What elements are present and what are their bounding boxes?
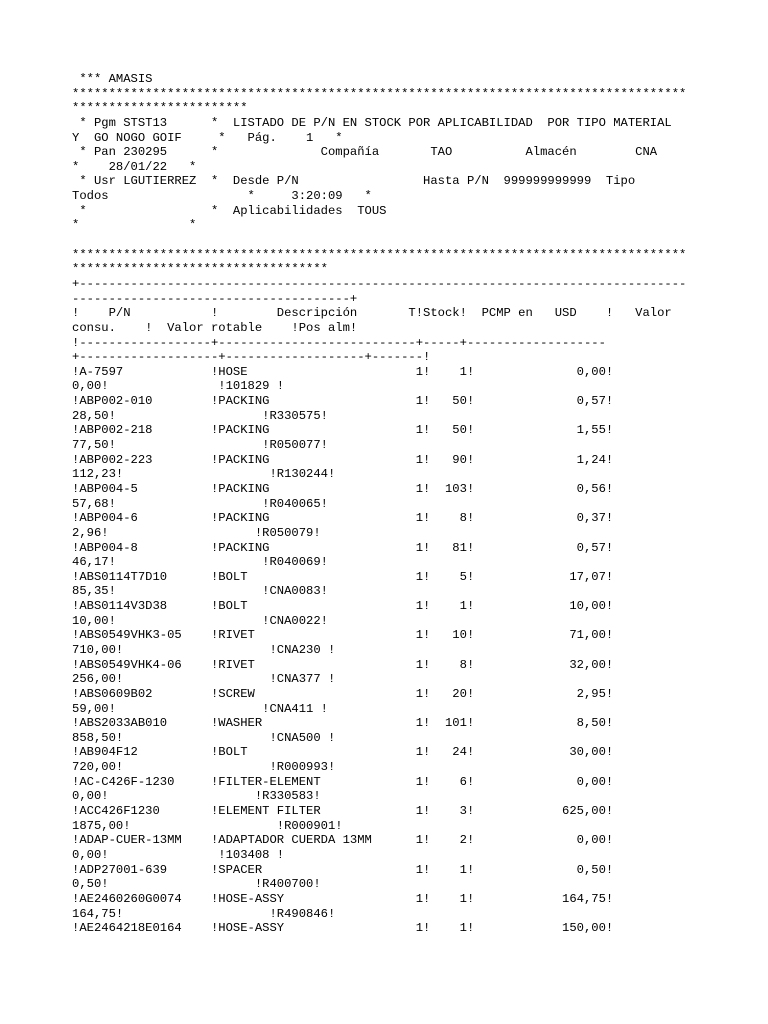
report-line: !ABP004-8 !PACKING 1! 81! 0,57! <box>72 540 614 555</box>
report-line <box>72 950 686 965</box>
report-line: 112,23! !R130244! <box>72 467 336 482</box>
report-line: 46,17! !R040069! <box>72 555 328 570</box>
report-line: !ABS0114V3D38 !BOLT 1! 1! 10,00! <box>72 599 614 614</box>
report-line: ************************************************************************************ <box>72 247 687 262</box>
report-line: ************************************************************************************ <box>72 86 687 101</box>
report-line: !ABS0549VHK4-06 !RIVET 1! 8! 32,00! <box>72 657 614 672</box>
report-line: !ABP002-218 !PACKING 1! 50! 1,55! <box>72 423 614 438</box>
report-line: 1875,00! !R000901! <box>72 818 343 833</box>
report-line: 2,96! !R050079! <box>72 525 321 540</box>
report-line: * * Aplicabilidades TOUS <box>72 203 387 218</box>
report-line: !ABS0114T7D10 !BOLT 1! 5! 17,07! <box>72 569 614 584</box>
report-line: !ADP27001-639 !SPACER 1! 1! 0,50! <box>72 862 614 877</box>
report-line: !ABS0609B02 !SCREW 1! 20! 2,95! <box>72 686 614 701</box>
report-line: ! P/N ! Descripción T!Stock! PCMP en USD ! Valor <box>72 306 672 321</box>
report-line: !AE2460260G0074 !HOSE-ASSY 1! 1! 164,75! <box>72 891 614 906</box>
report-line: !ABS2033AB010 !WASHER 1! 101! 8,50! <box>72 716 614 731</box>
report-line: !A-7597 !HOSE 1! 1! 0,00! <box>72 364 614 379</box>
report-line: !AB904F12 !BOLT 1! 24! 30,00! <box>72 745 614 760</box>
report-line: 28,50! !R330575! <box>72 408 328 423</box>
report-line: 256,00! !CNA377 ! <box>72 672 336 687</box>
report-line: !ABP002-010 !PACKING 1! 50! 0,57! <box>72 394 614 409</box>
report-line: consu. ! Valor rotable !Pos alm! <box>72 320 358 335</box>
report-line: 710,00! !CNA230 ! <box>72 642 336 657</box>
report-line: !AC-C426F-1230 !FILTER-ELEMENT 1! 6! 0,00! <box>72 774 614 789</box>
report-line: 77,50! !R050077! <box>72 438 328 453</box>
report-line: !------------------+---------------------------+-----+------------------- <box>72 335 606 350</box>
report-line <box>72 936 686 951</box>
report-line: ************************ <box>72 101 248 116</box>
report-line: Todos * 3:20:09 * <box>72 189 372 204</box>
report-line: 0,50! !R400700! <box>72 877 321 892</box>
report-line: !ABP002-223 !PACKING 1! 90! 1,24! <box>72 452 614 467</box>
report-line: !ACC426F1230 !ELEMENT FILTER 1! 3! 625,00! <box>72 804 614 819</box>
report-line: +----------------------------------------------------------------------------------- <box>72 276 687 291</box>
report-line: 0,00! !R330583! <box>72 789 321 804</box>
report-line: 59,00! !CNA411 ! <box>72 701 328 716</box>
report-line: !ABP004-5 !PACKING 1! 103! 0,56! <box>72 481 614 496</box>
report-line: 10,00! !CNA0022! <box>72 613 328 628</box>
report-line: Y GO NOGO GOIF * Pág. 1 * <box>72 130 343 145</box>
report-line: !ADAP-CUER-13MM !ADAPTADOR CUERDA 13MM 1! 2! 0,00! <box>72 833 614 848</box>
report-line: 858,50! !CNA500 ! <box>72 730 336 745</box>
report-line: * 28/01/22 * <box>72 159 197 174</box>
report-line: --------------------------------------+ <box>72 291 358 306</box>
report-line: !AE2464218E0164 !HOSE-ASSY 1! 1! 150,00! <box>72 921 614 936</box>
report-line: * Pan 230295 * Compañía TAO Almacén CNA <box>72 145 658 160</box>
stock-report-listing <box>72 72 686 965</box>
report-line: 57,68! !R040065! <box>72 496 328 511</box>
report-line: !ABP004-6 !PACKING 1! 8! 0,37! <box>72 511 614 526</box>
report-line: *** AMASIS <box>72 72 153 86</box>
report-line: +-------------------+-------------------+-------! <box>72 350 431 365</box>
report-line: 0,00! !101829 ! <box>72 379 285 394</box>
report-line: 164,75! !R490846! <box>72 906 336 921</box>
report-line: * Pgm STST13 * LISTADO DE P/N EN STOCK POR APLICABILIDAD POR TIPO MATERIAL <box>72 115 672 130</box>
report-line <box>72 233 686 248</box>
report-line: 720,00! !R000993! <box>72 760 336 775</box>
report-line: 0,00! !103408 ! <box>72 847 285 862</box>
report-line: !ABS0549VHK3-05 !RIVET 1! 10! 71,00! <box>72 628 614 643</box>
report-line: 85,35! !CNA0083! <box>72 584 328 599</box>
report-line: * * <box>72 218 197 233</box>
report-line: * Usr LGUTIERREZ * Desde P/N Hasta P/N 999999999999 Tipo <box>72 174 636 189</box>
report-line: *********************************** <box>72 262 328 277</box>
